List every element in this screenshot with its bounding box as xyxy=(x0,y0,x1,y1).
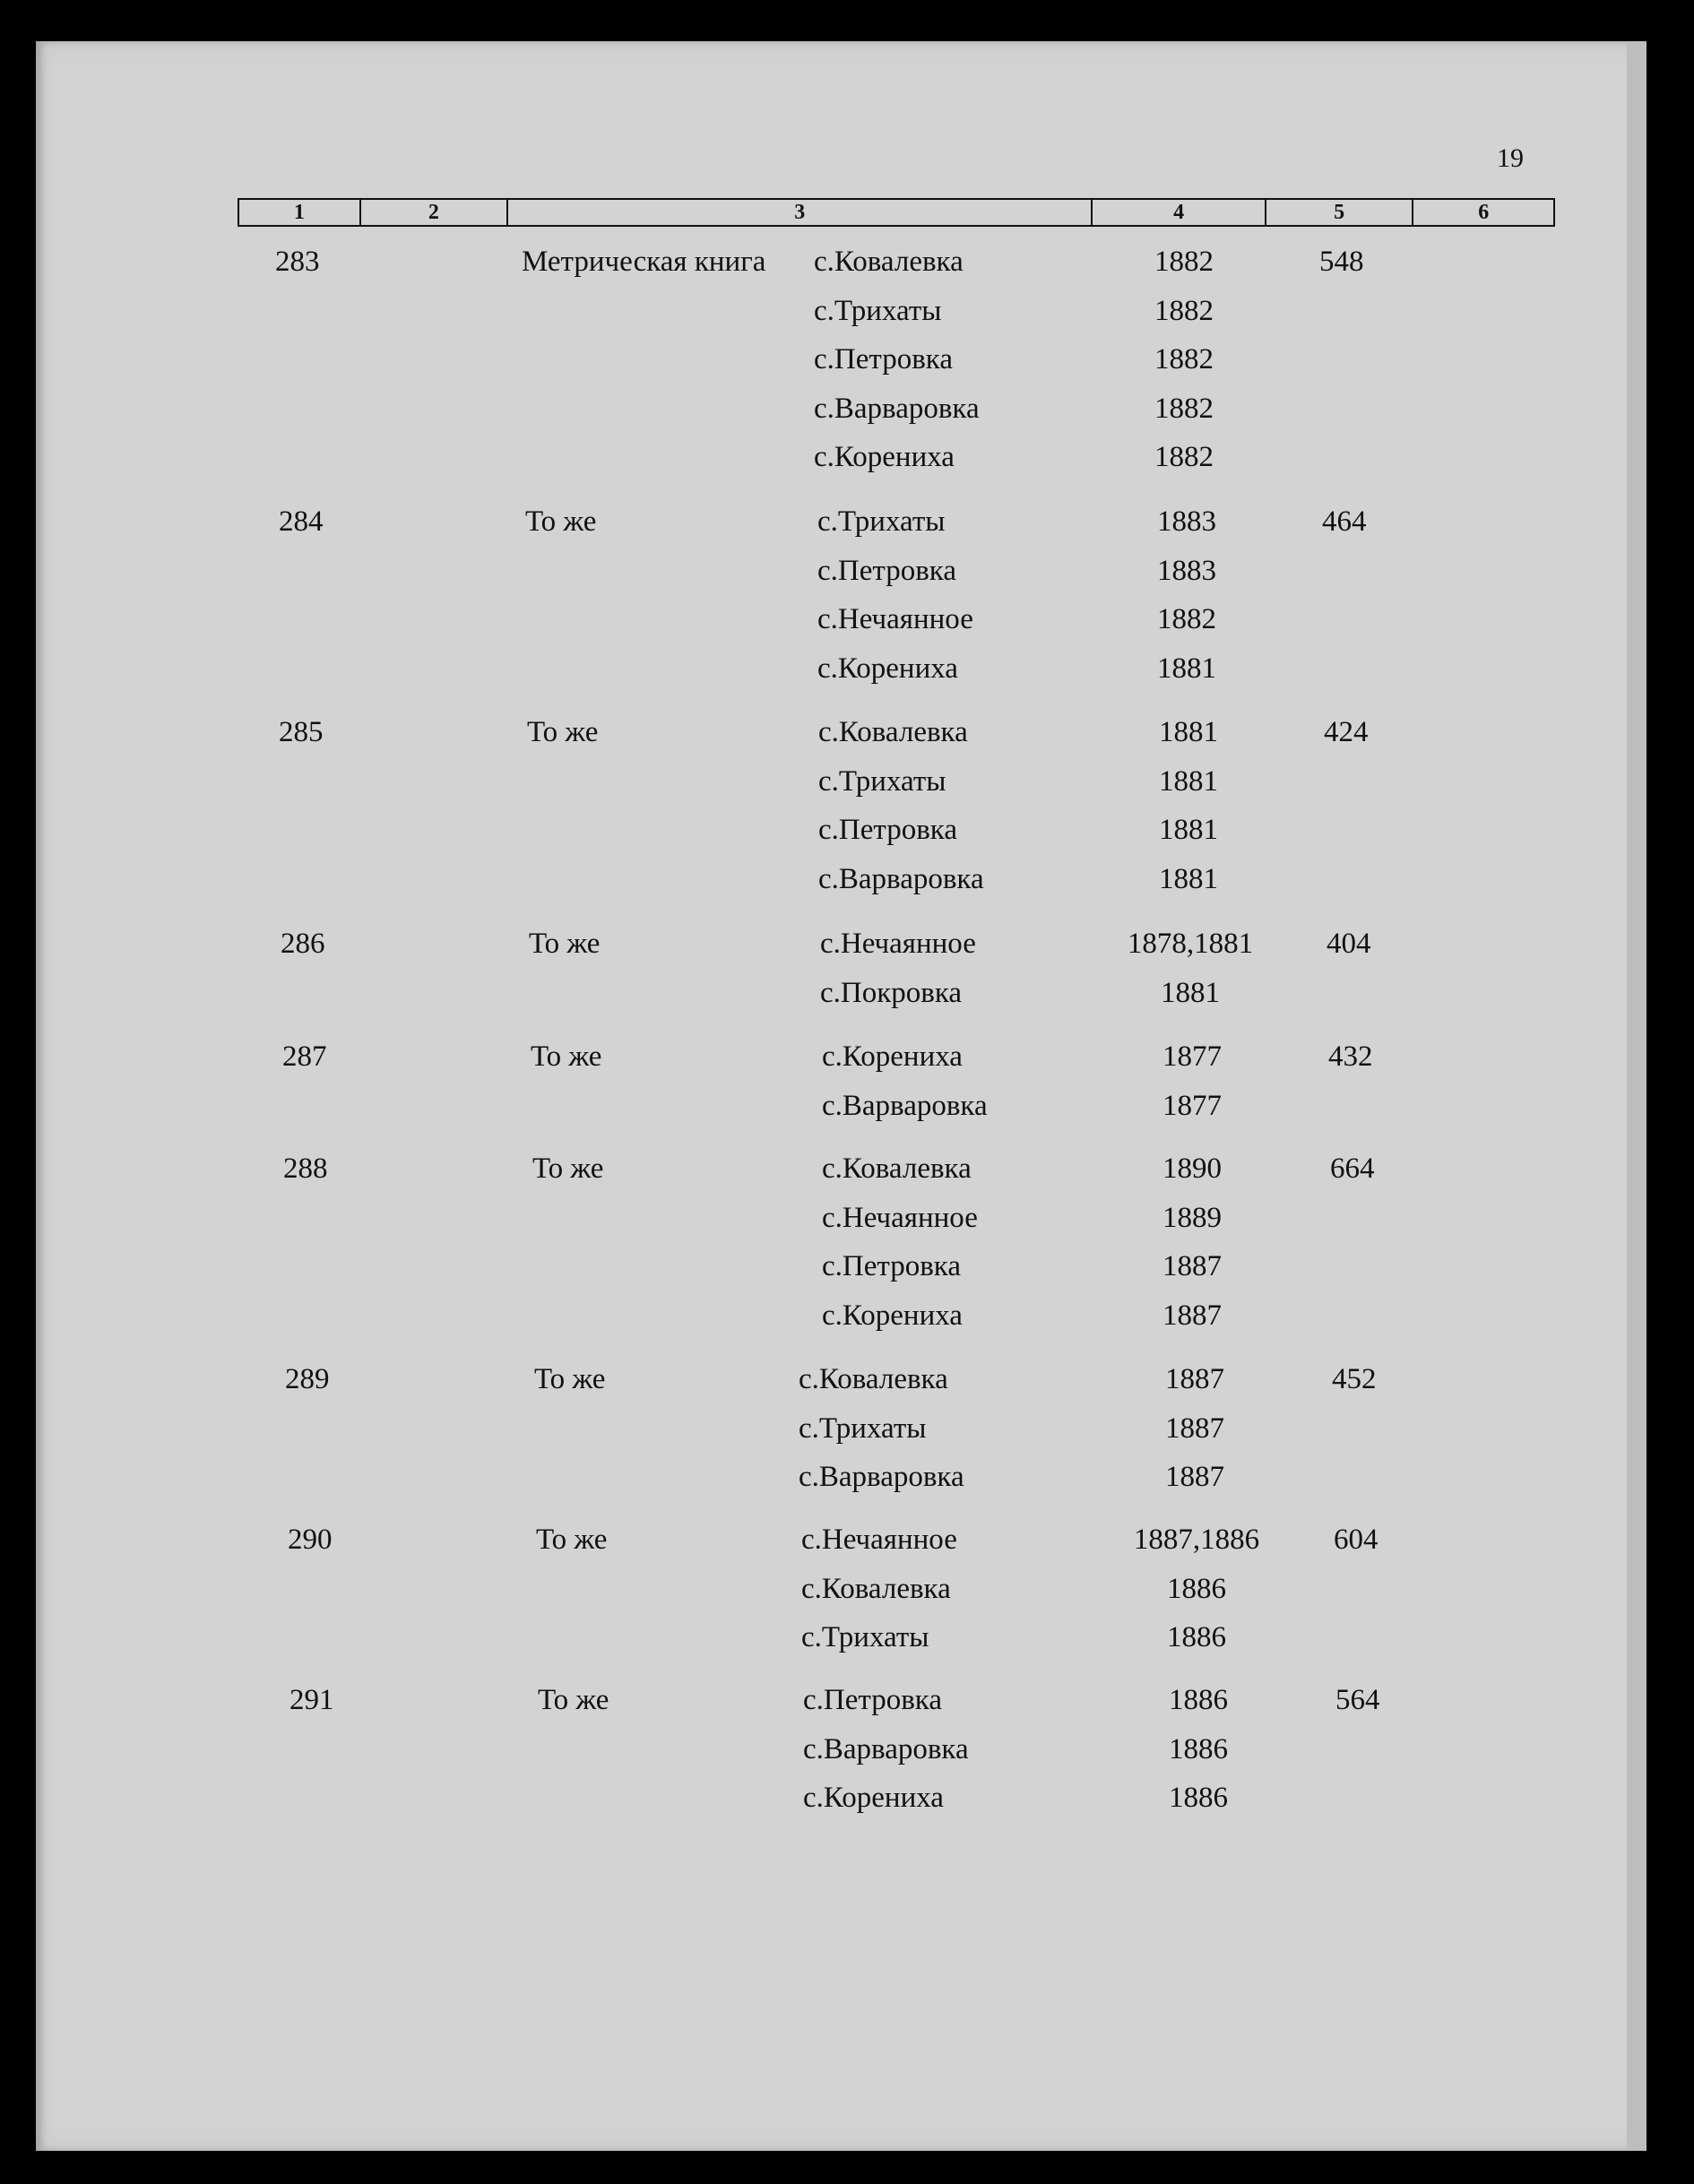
place-year: 1878,1881 xyxy=(1127,928,1254,960)
place-name: с.Варваровка xyxy=(822,1089,988,1122)
entry-description: То же xyxy=(532,1152,604,1185)
column-header-3: 3 xyxy=(508,200,1093,225)
place-year: 1881 xyxy=(1159,764,1218,798)
entry-sheet-count: 664 xyxy=(1330,1152,1375,1185)
place-name: с.Ковалевка xyxy=(818,716,968,748)
entry-description: То же xyxy=(536,1524,608,1556)
column-header-6: 6 xyxy=(1478,200,1490,224)
place-year: 1886 xyxy=(1169,1732,1228,1765)
entry-number: 284 xyxy=(279,505,324,538)
entry-description: То же xyxy=(525,505,597,538)
place-name: с.Нечаянное xyxy=(801,1524,957,1556)
place-year: 1886 xyxy=(1167,1621,1226,1653)
place-name: с.Петровка xyxy=(817,554,956,587)
entry-sheet-count: 404 xyxy=(1327,928,1371,960)
place-year: 1883 xyxy=(1157,554,1216,587)
column-header-5: 5 xyxy=(1266,200,1414,225)
place-year: 1882 xyxy=(1154,441,1214,473)
place-year: 1889 xyxy=(1162,1201,1222,1234)
entry-number: 289 xyxy=(285,1363,330,1395)
place-year: 1882 xyxy=(1154,392,1214,425)
place-year: 1882 xyxy=(1154,343,1214,376)
entry-number: 290 xyxy=(288,1524,333,1556)
place-year: 1886 xyxy=(1169,1684,1228,1716)
place-name: с.Ковалевка xyxy=(799,1363,948,1395)
table-header xyxy=(238,198,1555,227)
place-name: с.Петровка xyxy=(803,1684,942,1716)
place-year: 1887 xyxy=(1165,1461,1224,1493)
entry-number: 291 xyxy=(290,1684,334,1716)
place-year: 1887 xyxy=(1162,1250,1222,1282)
place-name: с.Варваровка xyxy=(803,1732,969,1765)
place-year: 1883 xyxy=(1157,505,1216,538)
place-year: 1886 xyxy=(1169,1782,1228,1814)
place-name: с.Покровка xyxy=(820,976,963,1009)
place-name: с.Ковалевка xyxy=(801,1572,951,1605)
entry-sheet-count: 548 xyxy=(1319,246,1364,278)
place-year: 1881 xyxy=(1161,976,1220,1009)
place-name: с.Корениха xyxy=(822,1040,963,1073)
entry-number: 285 xyxy=(279,716,324,748)
column-header-1: 1 xyxy=(239,200,361,225)
column-header-4: 4 xyxy=(1093,200,1266,225)
place-year: 1881 xyxy=(1157,652,1216,685)
place-name: с.Корениха xyxy=(803,1782,944,1814)
page-number: 19 xyxy=(1497,143,1524,173)
place-name: с.Петровка xyxy=(814,343,953,376)
entry-description: То же xyxy=(531,1040,602,1073)
entry-sheet-count: 604 xyxy=(1334,1524,1379,1556)
place-name: с.Нечаянное xyxy=(820,928,976,960)
place-year: 1877 xyxy=(1162,1040,1222,1073)
place-year: 1887 xyxy=(1165,1411,1224,1445)
place-name: с.Варваровка xyxy=(799,1461,964,1493)
entry-sheet-count: 432 xyxy=(1328,1040,1373,1073)
entry-description: То же xyxy=(527,716,599,748)
place-year: 1882 xyxy=(1157,603,1216,635)
place-name: с.Трихаты xyxy=(801,1621,929,1653)
entry-description: Метрическая книга xyxy=(522,246,766,278)
entry-description: То же xyxy=(534,1363,606,1395)
place-name: с.Корениха xyxy=(814,441,955,473)
place-year: 1887 xyxy=(1165,1363,1224,1395)
entry-sheet-count: 452 xyxy=(1332,1363,1377,1395)
place-year: 1877 xyxy=(1162,1089,1222,1122)
entry-number: 286 xyxy=(281,928,325,960)
place-name: с.Трихаты xyxy=(814,294,942,327)
place-name: с.Корениха xyxy=(817,652,958,685)
place-name: с.Корениха xyxy=(822,1299,963,1332)
entry-sheet-count: 424 xyxy=(1324,716,1369,748)
place-name: с.Нечаянное xyxy=(817,603,973,635)
entry-sheet-count: 564 xyxy=(1335,1684,1380,1716)
place-year: 1886 xyxy=(1167,1572,1226,1605)
entry-number: 288 xyxy=(283,1152,328,1185)
place-year: 1881 xyxy=(1159,814,1218,846)
place-name: с.Петровка xyxy=(818,814,957,846)
place-name: с.Трихаты xyxy=(818,764,946,798)
place-name: с.Нечаянное xyxy=(822,1201,978,1234)
entry-description: То же xyxy=(538,1684,609,1716)
entry-number: 283 xyxy=(275,246,320,278)
place-year: 1890 xyxy=(1162,1152,1222,1185)
place-name: с.Петровка xyxy=(822,1250,961,1282)
entry-number: 287 xyxy=(282,1040,327,1073)
place-name: с.Трихаты xyxy=(817,505,946,538)
place-name: с.Варваровка xyxy=(818,862,984,895)
place-year: 1881 xyxy=(1159,716,1218,748)
column-header-2: 2 xyxy=(361,200,509,225)
page-edge-shadow xyxy=(1627,41,1646,2151)
place-year: 1887,1886 xyxy=(1133,1524,1260,1556)
place-name: с.Трихаты xyxy=(799,1411,927,1445)
place-year: 1881 xyxy=(1159,862,1218,895)
entry-description: То же xyxy=(529,928,601,960)
entry-sheet-count: 464 xyxy=(1322,505,1367,538)
place-year: 1882 xyxy=(1154,294,1214,327)
place-name: с.Варваровка xyxy=(814,392,980,425)
place-year: 1887 xyxy=(1162,1299,1222,1332)
place-name: с.Ковалевка xyxy=(814,246,964,278)
place-name: с.Ковалевка xyxy=(822,1152,972,1185)
place-year: 1882 xyxy=(1154,246,1214,278)
